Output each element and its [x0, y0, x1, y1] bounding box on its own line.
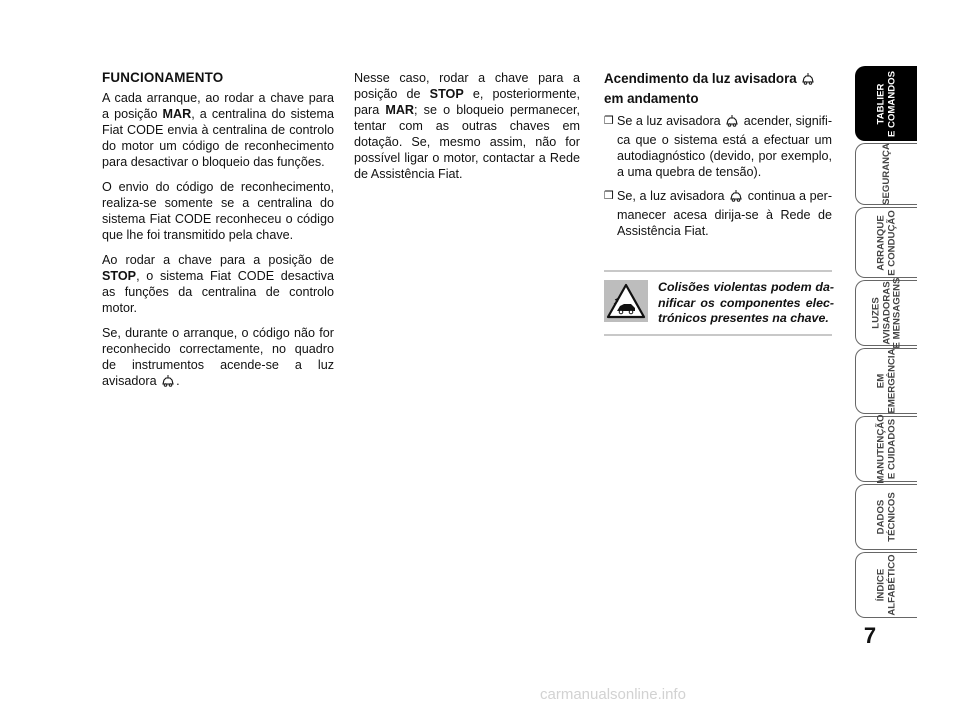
bold-text: MAR — [162, 107, 192, 121]
car-key-warning-icon — [725, 114, 739, 132]
tab-label: ÍNDICE ALFABÉTICO — [875, 554, 897, 616]
tab-arranque-e-conducao[interactable] — [855, 207, 917, 278]
page-number: 7 — [863, 623, 877, 648]
bold-text: STOP — [429, 87, 464, 101]
bullet-item — [604, 188, 832, 239]
tab-label: LUZES AVISADORAS E MENSAGENS — [869, 277, 902, 349]
bold-text: STOP — [102, 269, 137, 283]
watermark: carmanualsonline.info — [540, 686, 686, 703]
divider — [604, 270, 832, 272]
bullet-text — [617, 188, 832, 239]
tab-label: SEGURANÇA — [880, 143, 892, 205]
warning-text: Colisões violentas podem danificar os componentes electrónicos presentes na chave. — [658, 280, 834, 325]
text: Se a luz avisadora — [617, 114, 721, 128]
text: Se, durante o arranque, o código não for reconhecido correctamente, no quadro de instrumentos acende-se a luz avisadora — [102, 326, 334, 388]
tab-label: MANUTENÇÃO E CUIDADOS — [875, 414, 897, 484]
divider — [604, 334, 832, 336]
text: Acendimento da luz avisadora — [604, 71, 797, 86]
text: Se, a luz avisadora — [617, 189, 725, 203]
tab-label: DADOS TÉCNICOS — [875, 492, 897, 542]
tab-indice-alfabetico[interactable] — [855, 552, 917, 618]
paragraph-5 — [354, 70, 580, 182]
tab-label: TABLIER E COMANDOS — [875, 70, 897, 137]
text: . — [176, 374, 180, 388]
paragraph-2: O envio do código de reconhecimento, realiza-se somente se a centralina do sistema Fiat CODE reconheceu o código que lhe foi transmitido pela chave. — [102, 180, 334, 242]
paragraph-3 — [102, 252, 334, 316]
tab-tablier-e-comandos[interactable] — [855, 66, 917, 141]
tab-em-emergencia[interactable] — [855, 348, 917, 414]
text: Nesse caso, rodar a chave para a posição de — [354, 71, 580, 101]
warning-car-crash-icon — [604, 280, 648, 322]
tab-label: ARRANQUE E CONDUÇÃO — [875, 209, 897, 276]
text: ; se o bloqueio permanecer, tentar com as outras chaves em dotação. Se, mesmo assim, não for possível ligar o motor, contactar a Rede de Assistência Fiat. — [354, 103, 580, 181]
tab-seguranca[interactable] — [855, 143, 917, 205]
column-3 — [604, 70, 832, 247]
subsection-heading — [604, 70, 832, 107]
tab-label: EM EMERGÊNCIA — [875, 348, 897, 414]
text: A cada arranque, ao rodar a chave para a posição — [102, 91, 334, 121]
paragraph-4 — [102, 325, 334, 392]
text: Ao rodar a chave para a posição de — [102, 253, 334, 267]
bold-text: MAR — [385, 103, 415, 117]
bullet-text — [617, 113, 832, 180]
car-key-warning-icon — [801, 72, 815, 90]
tab-luzes-avisadoras[interactable] — [855, 277, 917, 349]
text: , o sistema Fiat CODE desactiva as funções da centralina de controlo motor. — [102, 269, 334, 315]
text: acender, significa que o sistema está a efectuar um autodiagnóstico (devido, por exemplo, a uma quebra de tensão). — [617, 114, 833, 179]
car-key-warning-icon — [729, 189, 743, 207]
warning-note — [604, 280, 832, 324]
text: , a centralina do sistema Fiat CODE envia à centralina de controlo do motor um código de reconhecimento para desactivar o bloqueio das funções. — [102, 107, 334, 169]
car-key-warning-icon — [161, 374, 175, 392]
checkbox-bullet-icon: ❒ — [604, 115, 614, 127]
column-2 — [354, 70, 580, 191]
text: e, posteriormente, para — [354, 87, 580, 117]
section-heading: FUNCIONAMENTO — [102, 70, 224, 85]
tab-manutencao-e-cuidados[interactable] — [855, 416, 917, 482]
column-1 — [102, 70, 334, 401]
tab-dados-tecnicos[interactable] — [855, 484, 917, 550]
bullet-item — [604, 113, 832, 180]
text: continua a permanecer acesa dirija-se à Rede de Assistência Fiat. — [617, 189, 833, 238]
paragraph-1 — [102, 90, 334, 170]
text: em andamento — [604, 91, 699, 106]
checkbox-bullet-icon: ❒ — [604, 190, 614, 202]
